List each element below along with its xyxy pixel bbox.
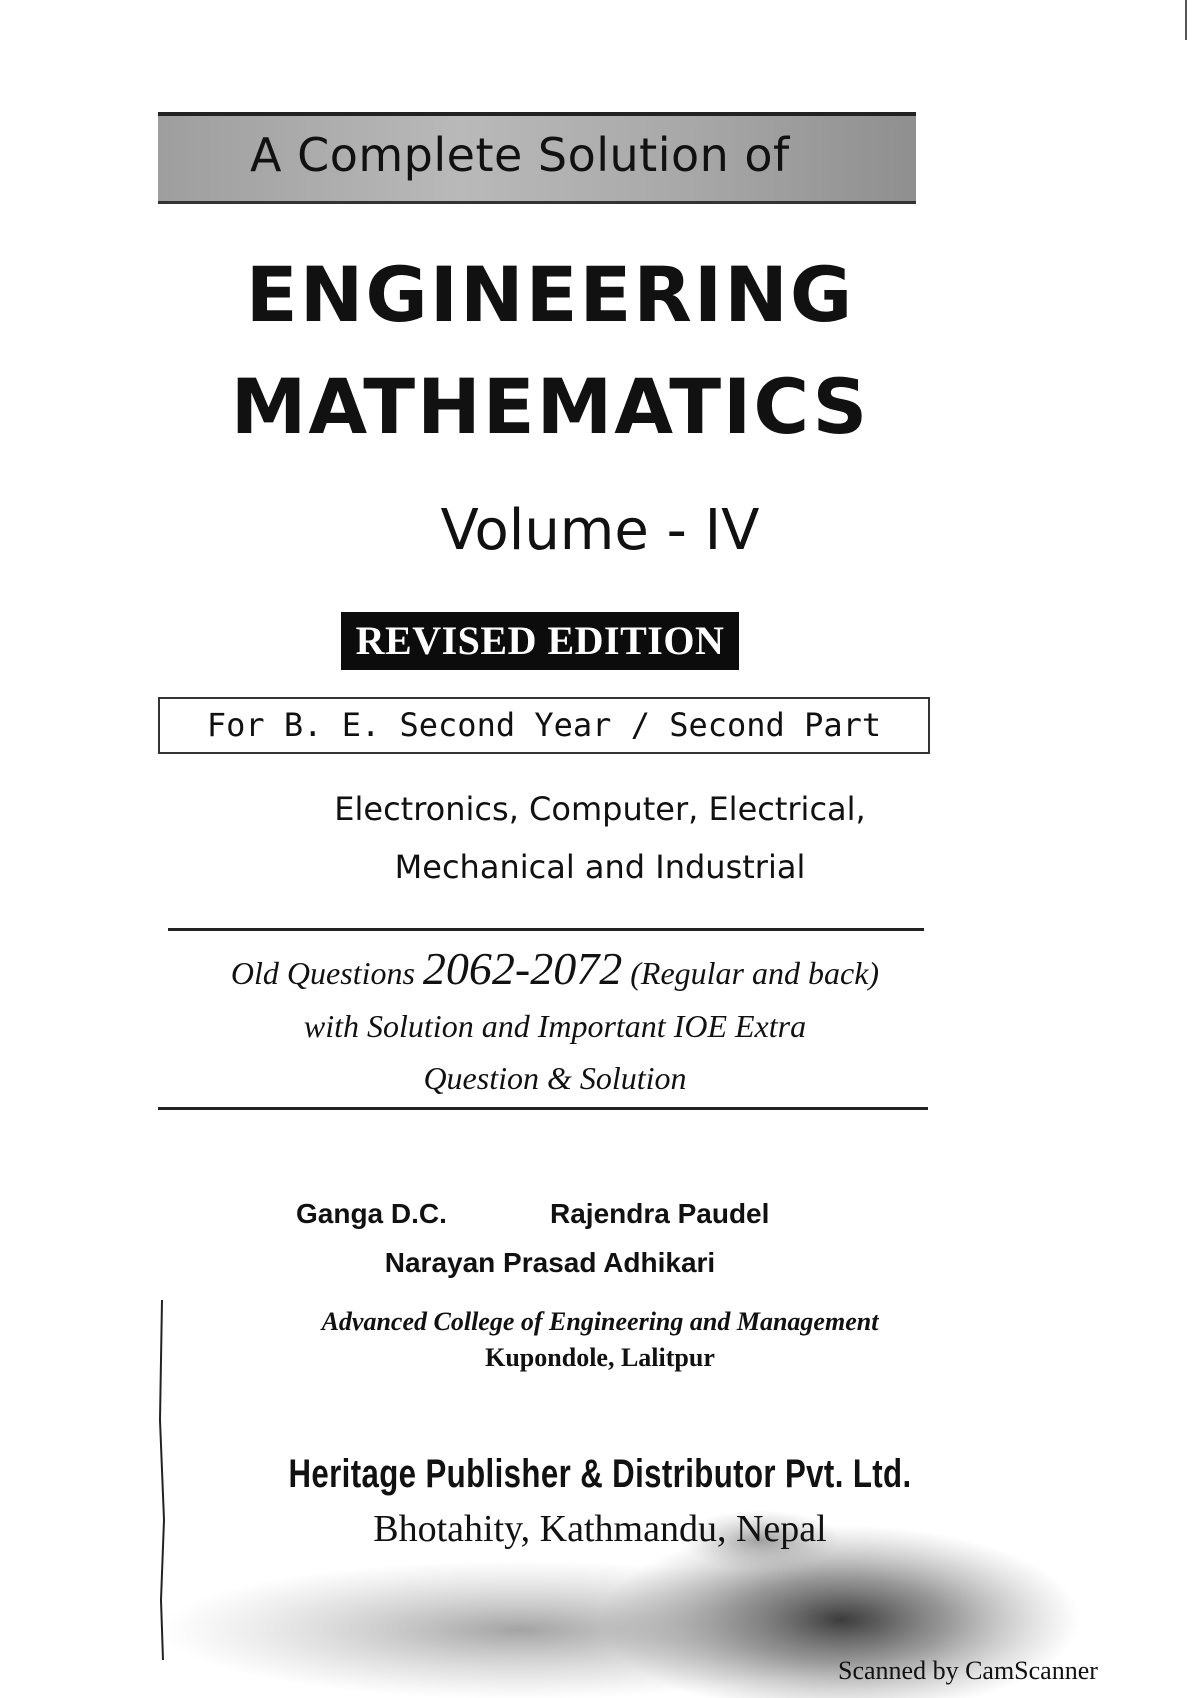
- author-3: Narayan Prasad Adhikari: [384, 1247, 716, 1278]
- course-box: For B. E. Second Year / Second Part: [158, 697, 930, 754]
- book-title-line1: ENGINEERING: [245, 250, 855, 339]
- edition-badge: REVISED EDITION: [341, 612, 739, 670]
- title-banner: [158, 112, 916, 204]
- branches-line1: Electronics, Computer, Electrical,: [334, 790, 866, 828]
- branches-line2: Mechanical and Industrial: [394, 848, 806, 886]
- volume-label: Volume - IV: [440, 498, 760, 563]
- scanner-watermark: Scanned by CamScanner: [838, 1656, 1098, 1685]
- divider-top: [168, 928, 924, 931]
- old-questions-line3: Question & Solution: [423, 1060, 687, 1096]
- old-questions-line2: with Solution and Important IOE Extra: [303, 1008, 807, 1044]
- author-2: Rajendra Paudel: [550, 1198, 770, 1229]
- author-1: Ganga D.C.: [296, 1198, 447, 1229]
- divider-bottom: [158, 1107, 928, 1110]
- publisher-address: Bhotahity, Kathmandu, Nepal: [373, 1508, 827, 1550]
- book-title-line2: MATHEMATICS: [230, 362, 870, 451]
- old-questions-prefix: Old Questions: [230, 955, 415, 991]
- old-questions-line1: [160, 942, 950, 995]
- old-questions-years: 2062-2072: [422, 943, 623, 994]
- college-address: Kupondole, Lalitpur: [485, 1343, 715, 1372]
- banner-text: A Complete Solution of: [250, 128, 790, 182]
- publisher-name: Heritage Publisher & Distributor Pvt. Ltd.: [288, 1452, 912, 1496]
- old-questions-suffix: (Regular and back): [630, 955, 880, 991]
- college-name: Advanced College of Engineering and Management: [321, 1307, 879, 1336]
